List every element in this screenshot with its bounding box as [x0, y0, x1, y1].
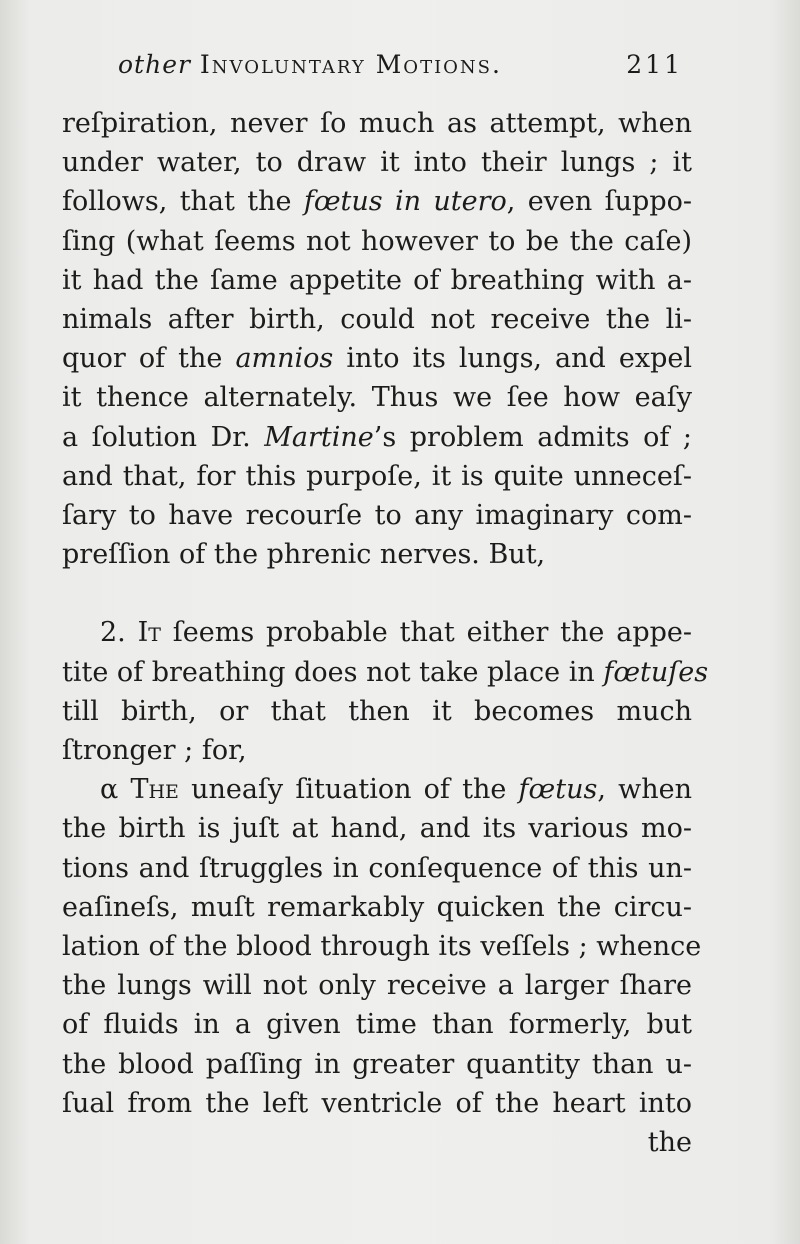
text-line — [62, 849, 692, 888]
text-segment: of fluids in a given time than formerly, but — [62, 1009, 692, 1041]
text-segment: it thence alternately. Thus we ſee how eaſy — [62, 382, 692, 414]
text-segment: Martine — [264, 421, 374, 453]
running-title — [118, 50, 502, 79]
text-segment: eaſineſs, muſt remarkably quicken the circu- — [62, 891, 692, 923]
text-segment: it had the ſame appetite of breathing with a- — [62, 264, 692, 296]
text-line — [62, 418, 692, 457]
text-line — [100, 770, 692, 809]
text-line — [62, 888, 692, 927]
text-line — [62, 692, 692, 731]
page-number: 211 — [626, 50, 683, 79]
text-line — [62, 731, 692, 770]
text-line — [62, 496, 692, 535]
text-segment: under water, to draw it into their lungs ; it — [62, 147, 692, 179]
text-segment: ſtronger ; for, — [62, 735, 247, 766]
text-segment: fœtuſes — [603, 656, 709, 688]
text-segment: preſſion of the phrenic nerves. But, — [62, 539, 546, 571]
text-line — [62, 966, 692, 1005]
text-segment: 2. — [100, 617, 138, 649]
text-line — [62, 927, 702, 966]
running-header — [118, 50, 683, 86]
text-line — [62, 222, 692, 261]
text-segment: the lungs will not only receive a larger ſhare — [62, 970, 692, 1002]
running-title-italic: other — [118, 50, 191, 79]
text-segment: The — [130, 774, 179, 806]
text-segment: till birth, or that then it becomes much — [62, 695, 692, 727]
text-line — [100, 613, 692, 652]
text-segment: uneaſy ſituation of the — [178, 774, 519, 806]
text-segment: fœtus — [518, 774, 598, 806]
text-line — [62, 143, 692, 182]
text-segment: ſeems probable that either the appe- — [160, 617, 693, 649]
text-line — [62, 1045, 692, 1084]
text-segment: It — [137, 617, 161, 649]
text-segment: fœtus in utero — [303, 186, 507, 218]
text-segment: the birth is juſt at hand, and its various mo- — [62, 813, 692, 845]
text-segment: ’s problem admits of ; — [373, 421, 692, 453]
text-segment: ſual from the left ventricle of the heart into — [62, 1087, 692, 1119]
text-segment: nimals after birth, could not receive the li- — [62, 304, 692, 335]
text-segment: quor of the — [62, 343, 236, 375]
text-segment: the blood paſſing in greater quantity than u- — [62, 1048, 692, 1080]
text-line — [62, 1005, 692, 1044]
text-segment: ſary to have recourſe to any imaginary com- — [62, 500, 692, 531]
text-segment: into its lungs, and expel — [333, 343, 692, 375]
text-segment: reſpiration, never ſo much as attempt, when — [62, 108, 692, 139]
text-line — [62, 653, 709, 692]
text-line — [62, 339, 692, 378]
text-line — [62, 182, 692, 221]
text-line — [62, 300, 692, 339]
text-segment: , even ſuppo- — [506, 186, 692, 218]
text-segment: , when — [597, 774, 692, 806]
text-segment: ſing (what ſeems not however to be the caſe) — [62, 225, 692, 257]
text-line — [62, 535, 692, 574]
text-segment: tions and ſtruggles in conſequence of this un- — [62, 852, 692, 884]
text-segment: follows, that the — [62, 186, 304, 218]
text-line — [62, 261, 692, 300]
text-line — [62, 1084, 692, 1123]
running-title-caps: Involuntary Motions. — [199, 50, 502, 79]
text-segment: a ſolution Dr. — [62, 421, 265, 453]
text-line — [62, 1123, 692, 1162]
text-segment: amnios — [235, 343, 334, 375]
text-line — [62, 457, 692, 496]
text-segment: the — [647, 1127, 692, 1158]
text-segment: α — [100, 774, 131, 806]
text-line — [62, 104, 692, 143]
text-segment: and that, for this purpoſe, it is quite unneceſ- — [62, 460, 692, 492]
text-line — [62, 809, 692, 848]
text-segment: lation of the blood through its veſſels ; whence — [62, 931, 702, 962]
text-segment: tite of breathing does not take place in — [62, 656, 604, 688]
text-line — [62, 378, 692, 417]
